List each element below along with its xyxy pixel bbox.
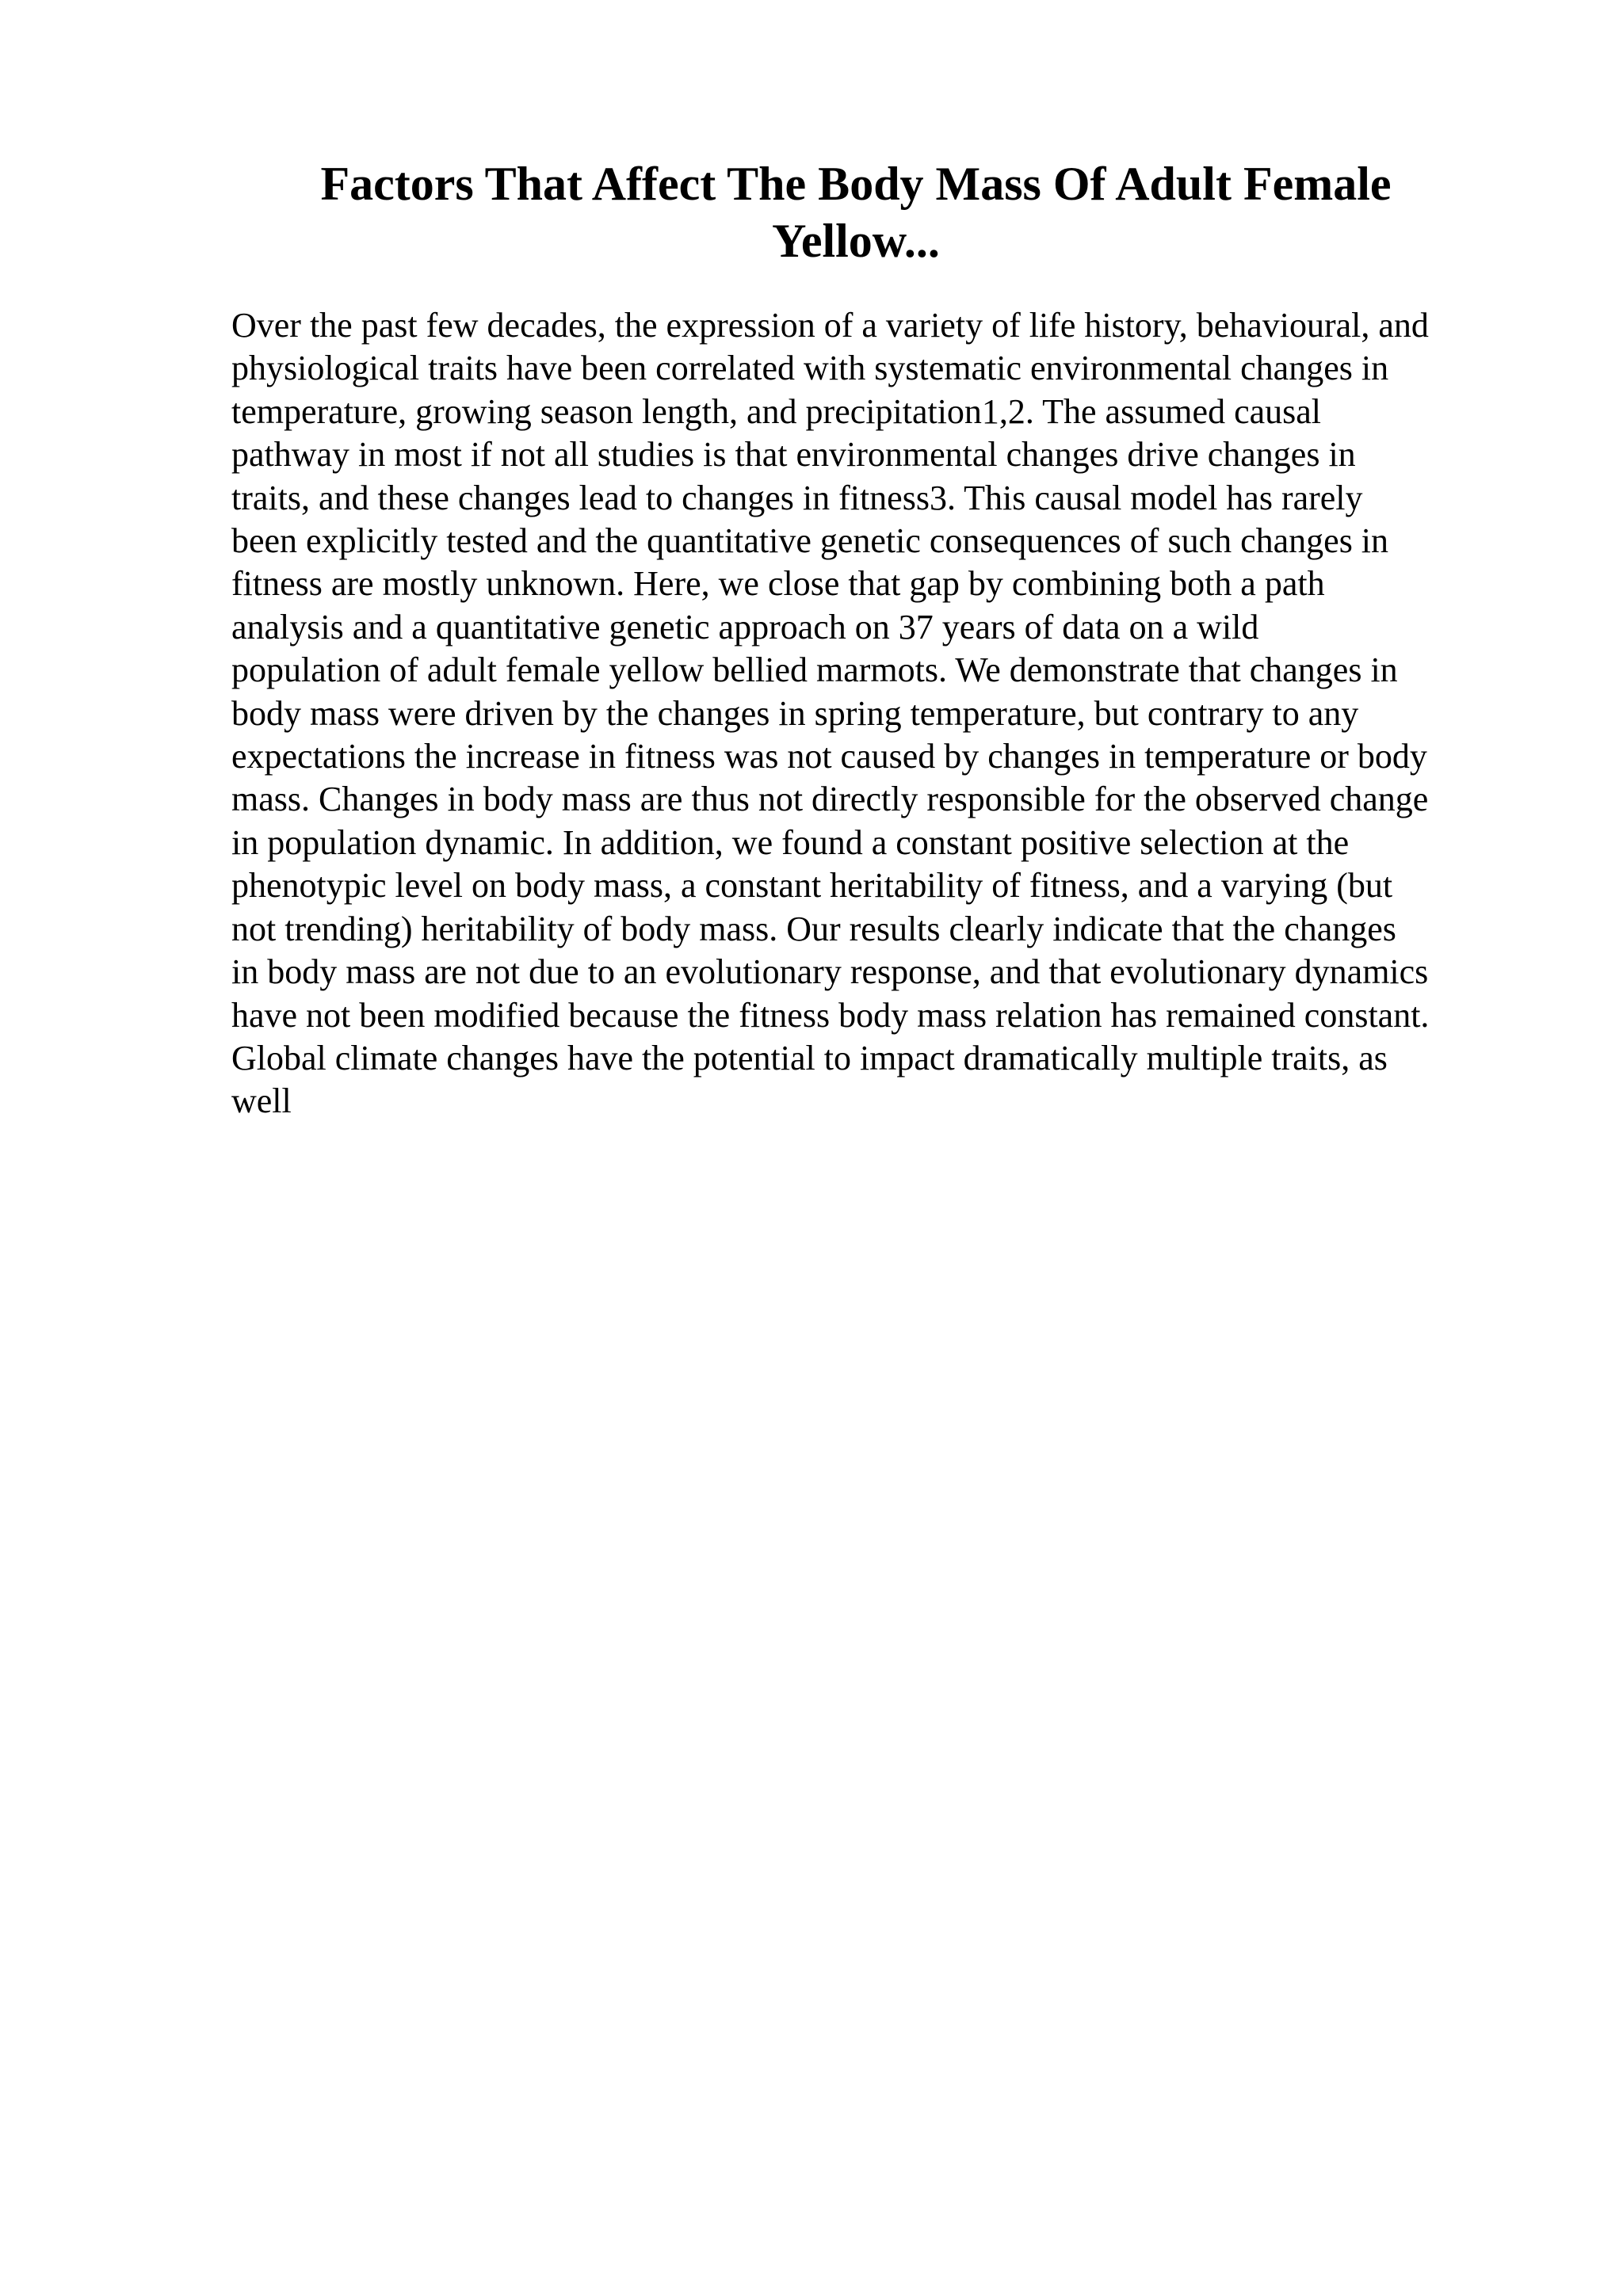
body-line: traits, and these changes lead to changes in fitness3. This causal model has rarely xyxy=(231,478,1363,517)
body-line: well xyxy=(231,1081,292,1121)
document-body xyxy=(231,304,1515,1123)
body-line: pathway in most if not all studies is that environmental changes drive changes in xyxy=(231,435,1356,475)
body-line: in population dynamic. In addition, we found a constant positive selection at the xyxy=(231,822,1350,862)
body-line: phenotypic level on body mass, a constant heritability of fitness, and a varying (but xyxy=(231,866,1393,906)
body-line: in body mass are not due to an evolutionary response, and that evolutionary dynamics xyxy=(231,952,1429,992)
body-line: have not been modified because the fitness body mass relation has remained constant. xyxy=(231,995,1430,1035)
body-line: Global climate changes have the potential to impact dramatically multiple traits, as xyxy=(231,1038,1388,1077)
body-line: analysis and a quantitative genetic approach on 37 years of data on a wild xyxy=(231,607,1259,646)
body-line: not trending) heritability of body mass. Our results clearly indicate that the changes xyxy=(231,909,1396,948)
body-line: fitness are mostly unknown. Here, we close that gap by combining both a path xyxy=(231,564,1325,604)
body-line: physiological traits have been correlated with systematic environmental changes in xyxy=(231,349,1389,388)
body-line: mass. Changes in body mass are thus not directly responsible for the observed change xyxy=(231,780,1429,819)
body-line: expectations the increase in fitness was not caused by changes in temperature or body xyxy=(231,737,1427,776)
title-line: Factors That Affect The Body Mass Of Adult Female xyxy=(320,158,1392,210)
body-line: temperature, growing season length, and precipitation1,2. The assumed causal xyxy=(231,391,1321,431)
body-line: body mass were driven by the changes in spring temperature, but contrary to any xyxy=(231,693,1359,733)
body-line: population of adult female yellow bellied marmots. We demonstrate that changes in xyxy=(231,650,1398,690)
body-line: Over the past few decades, the expression of a variety of life history, behavioural, and xyxy=(231,306,1429,345)
document-title xyxy=(269,155,1442,269)
body-line: been explicitly tested and the quantitative genetic consequences of such changes in xyxy=(231,521,1389,561)
title-line: Yellow... xyxy=(772,215,940,267)
